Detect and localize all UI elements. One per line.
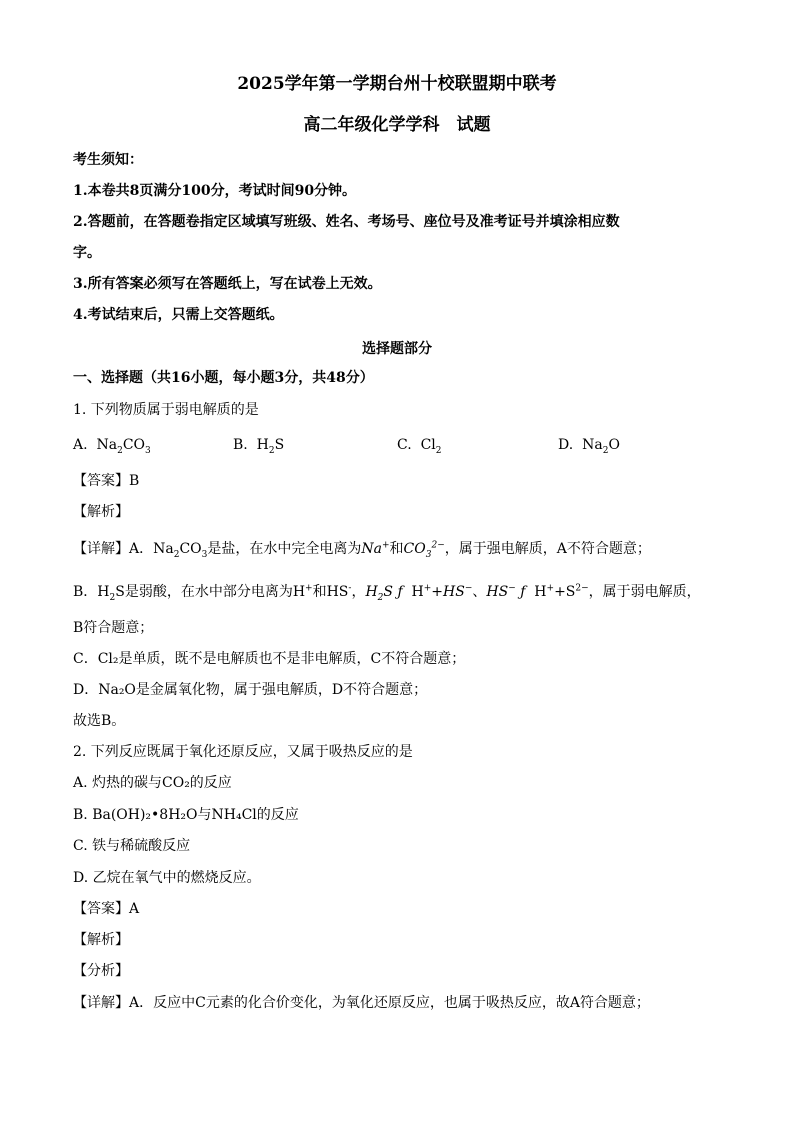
q2-stem: 2. 下列反应既属于氧化还原反应，又属于吸热反应的是	[73, 744, 413, 760]
q1-analysis-tag: 【解析】	[73, 504, 129, 520]
q1-detail-b-cont: B符合题意；	[73, 620, 154, 636]
q2-analyze-tag: 【分析】	[73, 963, 129, 979]
part-title: 选择题部分	[362, 341, 432, 357]
exam-subtitle: 高二年级化学学科 试题	[303, 115, 491, 135]
q2-option-d: D. 乙烷在氧气中的燃烧反应。	[73, 870, 261, 886]
q2-option-c: C. 铁与稀硫酸反应	[73, 838, 191, 854]
notice-item-4: 4.考试结束后，只需上交答题纸。	[73, 307, 284, 323]
q2-option-a: A. 灼热的碳与CO₂的反应	[73, 775, 232, 791]
q1-detail-a: 【详解】A．$Na_2CO_3$是盐，在水中完全电离为Na+和$CO_3^{2-}$，属于强电解质，A不符合题意；	[73, 540, 651, 560]
notice-item-1: 1.本卷共8页满分100分，考试时间90分钟。	[73, 183, 357, 199]
q1-answer	[73, 472, 139, 490]
answer-value: B	[129, 473, 140, 489]
answer-value: A	[129, 901, 140, 917]
q1-option-d: D. $Na_2O$	[558, 437, 620, 456]
notice-item-2: 2.答题前，在答题卷指定区域填写班级、姓名、考场号、座位号及准考证号并填涂相应数	[73, 214, 620, 230]
q1-detail-d: D．Na₂O是金属氧化物，属于强电解质，D不符合题意；	[73, 682, 428, 698]
answer-tag: 【答案】	[73, 901, 129, 917]
q1-conclusion: 故选B。	[73, 713, 126, 729]
exam-title: 2025学年第一学期台州十校联盟期中联考	[237, 74, 557, 94]
q1-detail-b: B．$H_2S$是弱酸，在水中部分电离为H+和HS-，$H_2S$ ƒ H++HS−、HS− ƒ $H^++S^{2-}$，属于弱电解质，	[73, 583, 701, 603]
section-heading: 一、选择题（共16小题，每小题3分，共48分）	[73, 370, 374, 386]
q2-detail-a: 【详解】A．反应中C元素的化合价变化，为氧化还原反应，也属于吸热反应，故A符合题意；	[73, 995, 650, 1011]
notice-item-3: 3.所有答案必须写在答题纸上，写在试卷上无效。	[73, 276, 382, 292]
q1-detail-c: C．Cl₂是单质，既不是电解质也不是非电解质，C不符合题意；	[73, 651, 466, 667]
q2-option-b: B. Ba(OH)₂•8H₂O与NH₄Cl的反应	[73, 807, 299, 823]
q1-option-c: C. $Cl_2$	[397, 437, 442, 456]
answer-tag: 【答案】	[73, 473, 129, 489]
q1-option-a: A. $Na_2CO_3$	[73, 437, 151, 456]
notice-heading: 考生须知：	[73, 152, 143, 168]
q2-analysis-tag: 【解析】	[73, 932, 129, 948]
q2-answer	[73, 900, 139, 918]
notice-item-2-cont: 字。	[73, 245, 101, 261]
q1-stem: 1. 下列物质属于弱电解质的是	[73, 402, 259, 418]
q1-option-b: B. $H_2S$	[233, 437, 285, 456]
